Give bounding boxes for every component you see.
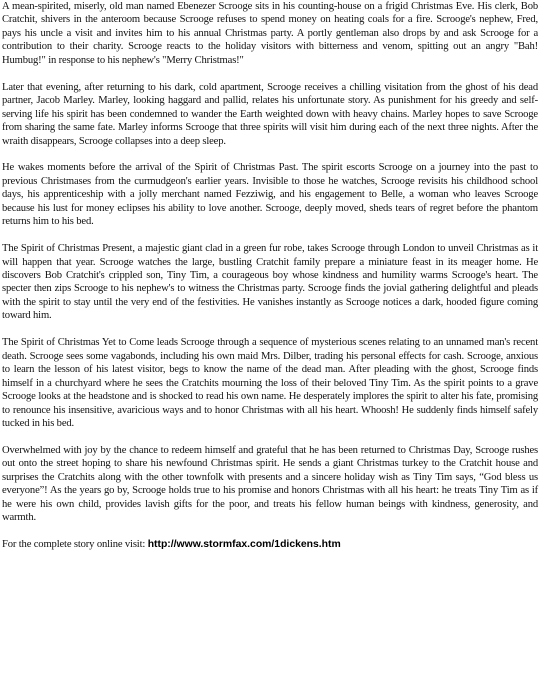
paragraph-christmas-past: He wakes moments before the arrival of the Spirit of Christmas Past. The spirit escorts Scrooge on a journey into the past to previous Christmases from the curmudgeon's earlier years. Invisible to those he watches, Scrooge revisits his childhood school days, his apprenticeship with a jolly merchant named Fezziwig, and his engagement to Belle, a woman who leaves Scrooge because his lust for money eclipses his ability to love another. Scrooge, deeply moved, sheds tears of regret before the phantom returns him to his bed.: [2, 162, 538, 228]
paragraph-scrooge-counting-house: A mean-spirited, miserly, old man named Ebenezer Scrooge sits in his counting-house on a frigid Christmas Eve. His clerk, Bob Cratchit, shivers in the anteroom because Scrooge refuses to spend money on heating coals for a fire. Scrooge's nephew, Fred, pays his uncle a visit and invites him to his annual Christmas party. A portly gentleman also drops by and ask Scrooge for a contribution to their charity. Scrooge reacts to the holiday visitors with bitterness and venom, spitting out an angry "Bah! Humbug!" in response to his nephew's "Merry Christmas!": [2, 1, 538, 66]
paragraph-redemption: Overwhelmed with joy by the chance to redeem himself and grateful that he has been returned to Christmas Day, Scrooge rushes out onto the street hoping to share his newfound Christmas spirit. He sends a giant Christmas turkey to the Cratchit house and surprises the Cratchits along with the other townfolk with presents and a sincere holiday wish as Tiny Tim says, “God bless us everyone”! As the years go by, Scrooge holds true to his promise and honors Christmas with all his heart: he treats Tiny Tim as if he were his own child, provides lavish gifts for the poor, and treats his fellow human beings with kindness, generosity, and warmth.: [2, 444, 538, 524]
story-link[interactable]: http://www.stormfax.com/1dickens.htm: [147, 539, 341, 551]
footer-prefix: For the complete story online visit:: [2, 539, 146, 551]
story-summary-document: [2, 0, 538, 551]
paragraph-marley-ghost: Later that evening, after returning to his dark, cold apartment, Scrooge receives a chilling visitation from the ghost of his dead partner, Jacob Marley. Marley, looking haggard and pallid, relates his unfortunate story. As punishment for his greedy and self-serving life his spirit has been condemned to wander the Earth weighted down with heavy chains. Marley hopes to save Scrooge from sharing the same fate. Marley informs Scrooge that three spirits will visit him during each of the next three nights. After the wraith disappears, Scrooge collapses into a deep sleep.: [2, 81, 538, 147]
paragraph-christmas-yet-to-come: The Spirit of Christmas Yet to Come leads Scrooge through a sequence of mysterious scenes relating to an unnamed man's recent death. Scrooge sees some vagabonds, including his own maid Mrs. Dilber, trading his personal effects for cash. Scrooge, anxious to learn the lesson of his latest visitor, begs to know the name of the dead man. After pleading with the ghost, Scrooge finds himself in a churchyard where he sees the Cratchits mourning the loss of their beloved Tiny Tim. As the spirit points to a grave Scrooge looks at the headstone and is shocked to read his own name. He desperately implores the spirit to alter his fate, promising to renounce his insensitive, avaricious ways and to honor Christmas with all his heart. Whoosh! He suddenly finds himself safely tucked in his bed.: [2, 337, 538, 429]
paragraph-christmas-present: The Spirit of Christmas Present, a majestic giant clad in a green fur robe, takes Scrooge through London to unveil Christmas as it will happen that year. Scrooge watches the large, bustling Cratchit family prepare a miniature feast in its meager home. He discovers Bob Cratchit's crippled son, Tiny Tim, a courageous boy whose kindness and humility warms Scrooge's heart. The specter then zips Scrooge to his nephew's to witness the Christmas party. Scrooge finds the jovial gathering delightful and pleads with the spirit to stay until the very end of the festivities. He vanishes instantly as Scrooge notices a dark, hooded figure coming toward him.: [2, 243, 538, 322]
footer-line: [2, 538, 538, 551]
